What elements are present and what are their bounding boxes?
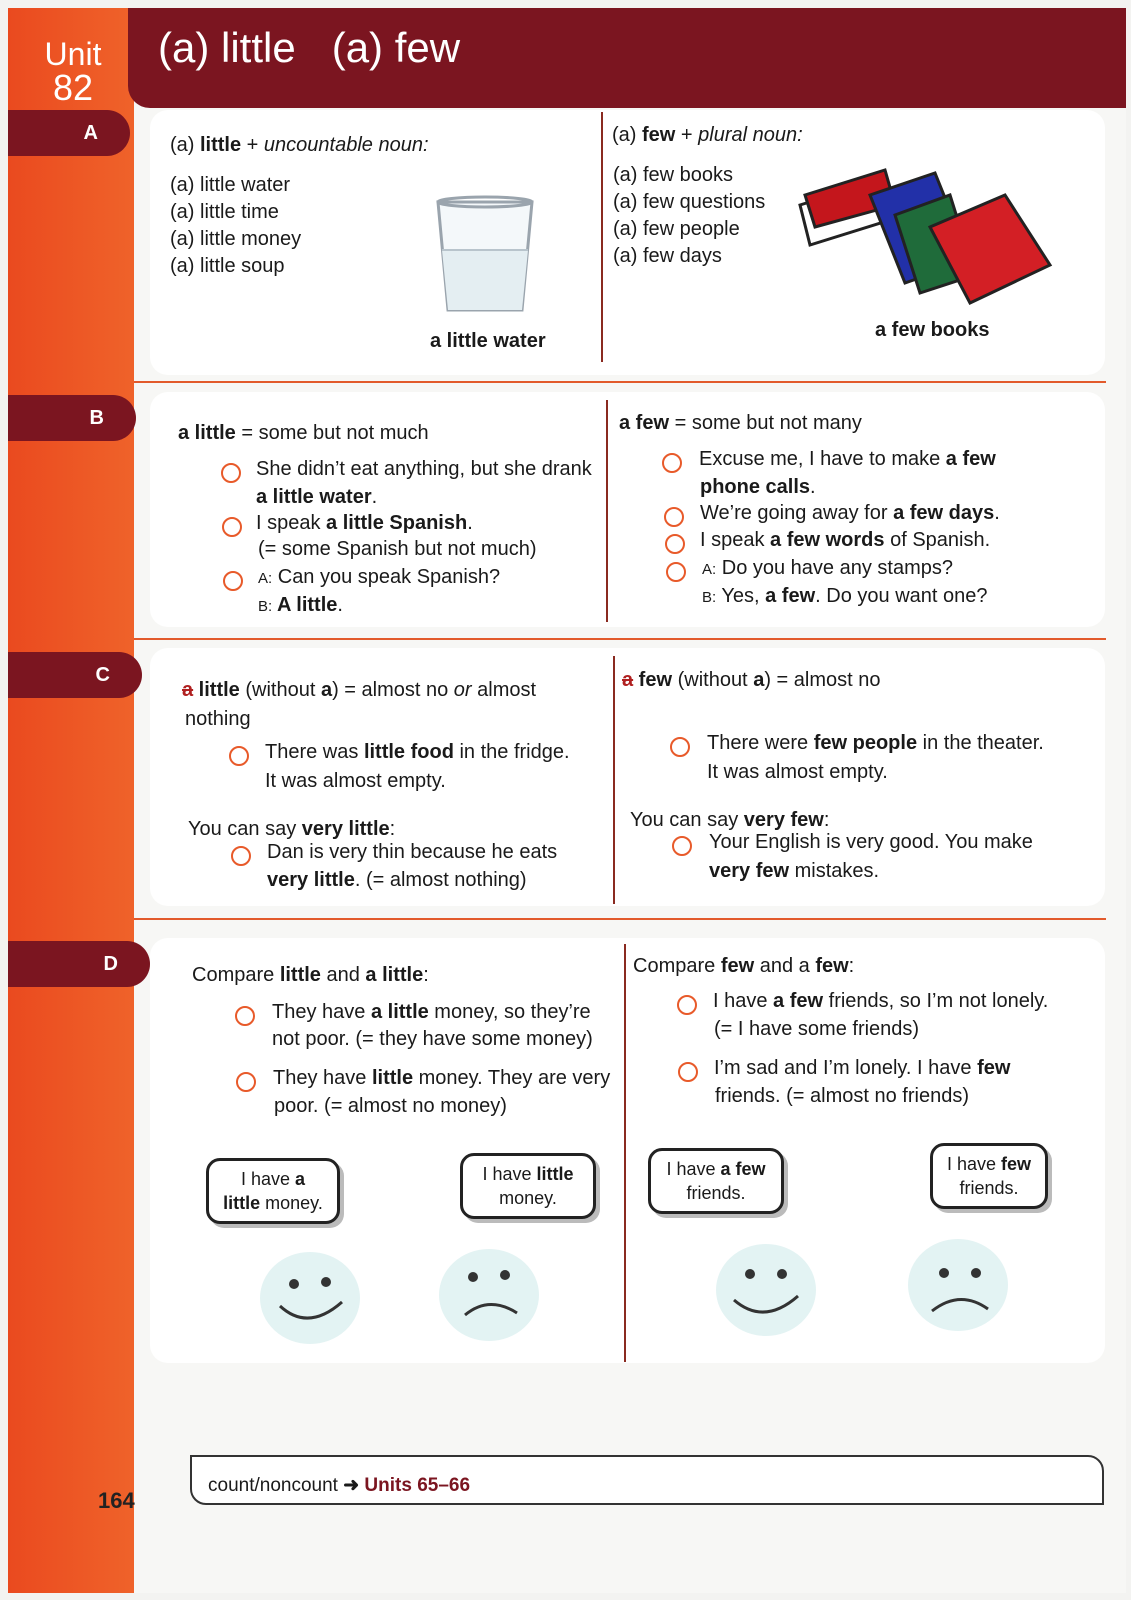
sad-face-icon [435,1245,545,1345]
c-right-note: You can say very few: [630,809,830,831]
sad-face-icon [904,1235,1014,1335]
b-right-example-4: A: Do you have any stamps? [702,557,953,579]
section-tab-c: C [8,652,142,698]
d-left-example-1: They have a little money, so they’re [272,1001,591,1023]
d-right-example-2: I’m sad and I’m lonely. I have few [714,1057,1011,1079]
cross-reference: count/noncount ➜ Units 65–66 [208,1475,471,1496]
example-bullet [231,846,251,866]
page-number: 164 [98,1488,135,1513]
d-right-example-1: I have a few friends, so I’m not lonely. [713,990,1049,1012]
glass-of-water-illustration [430,192,540,322]
unit-label [18,38,128,106]
example-bullet [666,562,686,582]
a-right-item: (a) few books [613,164,734,186]
example-bullet [236,1072,256,1092]
b-right-example-3: I speak a few words of Spanish. [700,529,991,551]
unit-number: 82 [52,67,94,108]
b-left-example-1: She didn’t eat anything, but she drank [256,458,592,480]
example-bullet [235,1006,255,1026]
unit-word: Unit [44,36,102,72]
c-left-note: You can say very little: [188,818,396,840]
c-left-example-1: There was little food in the fridge. [265,741,570,763]
column-divider-d [624,944,626,1362]
b-right-example-2: We’re going away for a few days. [700,502,1000,524]
stack-of-books-illustration [790,165,1055,315]
example-bullet [665,534,685,554]
divider-ab [134,381,1106,383]
c-right-example-1-cont: It was almost empty. [707,761,888,783]
c-left-example-2: Dan is very thin because he eats [267,841,558,863]
section-tab-b: B [8,395,136,441]
example-bullet [670,737,690,757]
speech-bubble-few-friends: I have few friends. [930,1143,1048,1209]
a-right-item: (a) few questions [613,191,766,213]
speech-bubble-a-little-money: I have a little money. [206,1158,340,1224]
speech-bubble-little-money: I have little money. [460,1153,596,1219]
d-left-example-2: They have little money. They are very [273,1067,611,1089]
c-right-heading: a few (without a) = almost no [622,669,881,691]
example-bullet [664,507,684,527]
speech-bubble-a-few-friends: I have a few friends. [648,1148,784,1214]
c-left-heading-cont: nothing [185,708,251,730]
b-left-example-1-cont: a little water. [256,486,378,508]
b-left-definition: a little = some but not much [178,422,429,444]
b-left-example-3-reply: B: A little. [258,594,343,616]
example-bullet [677,995,697,1015]
a-right-item: (a) few people [613,218,740,240]
c-left-heading: a little (without a) = almost no or almost [182,679,537,701]
happy-face-icon [712,1240,822,1340]
c-right-example-2: Your English is very good. You make [709,831,1033,853]
example-bullet [229,746,249,766]
a-right-item: (a) few days [613,245,722,267]
example-bullet [662,453,682,473]
b-left-example-2-cont: (= some Spanish but not much) [258,538,537,560]
a-left-caption: a little water [430,330,546,352]
column-divider-c [613,656,615,904]
happy-face-icon [258,1248,368,1348]
a-left-item: (a) little money [170,228,302,250]
b-right-example-1-cont: phone calls. [700,476,816,498]
example-bullet [221,463,241,483]
a-left-item: (a) little water [170,174,291,196]
b-left-example-2: I speak a little Spanish. [256,512,473,534]
b-right-definition: a few = some but not many [619,412,862,434]
title-few: (a) few [331,24,461,71]
a-right-heading: (a) few + plural noun: [612,124,803,146]
d-right-example-1-cont: (= I have some friends) [714,1018,920,1040]
b-right-example-1: Excuse me, I have to make a few [699,448,996,470]
column-divider-a [601,112,603,362]
page-title [158,24,496,72]
column-divider-b [606,400,608,622]
c-left-example-1-cont: It was almost empty. [265,770,446,792]
section-tab-a: A [8,110,130,156]
section-tab-d: D [8,941,150,987]
a-right-caption: a few books [875,319,990,341]
a-left-item: (a) little time [170,201,279,223]
c-right-example-2-cont: very few mistakes. [709,860,880,882]
d-right-heading: Compare few and a few: [633,955,855,977]
example-bullet [672,836,692,856]
title-little: (a) little [158,24,296,71]
arrow-right-icon: ➜ [343,1475,365,1496]
b-right-example-4-reply: B: Yes, a few. Do you want one? [702,585,988,607]
example-bullet [222,517,242,537]
d-left-example-1-cont: not poor. (= they have some money) [272,1028,593,1050]
b-left-example-3: A: Can you speak Spanish? [258,566,501,588]
c-right-example-1: There were few people in the theater. [707,732,1044,754]
divider-bc [134,638,1106,640]
crossed-a: a [182,679,194,701]
d-left-example-2-cont: poor. (= almost no money) [274,1095,507,1117]
d-left-heading: Compare little and a little: [192,964,429,986]
example-bullet [678,1062,698,1082]
example-bullet [223,571,243,591]
divider-cd [134,918,1106,920]
a-left-item: (a) little soup [170,255,285,277]
cross-reference-link[interactable]: Units 65–66 [364,1475,471,1496]
c-left-example-2-cont: very little. (= almost nothing) [267,869,527,891]
d-right-example-2-cont: friends. (= almost no friends) [715,1085,969,1107]
a-left-heading: (a) little + uncountable noun: [170,134,429,156]
crossed-a: a [622,669,634,691]
